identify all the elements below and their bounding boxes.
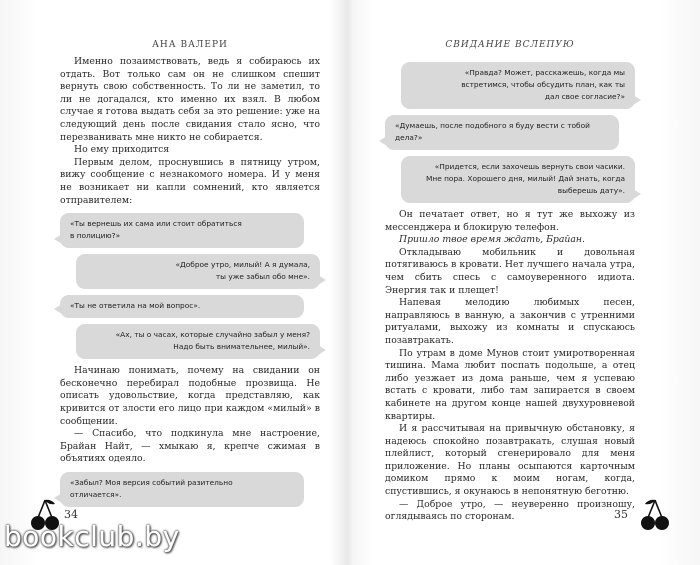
message-bubble-outgoing bbox=[401, 62, 635, 109]
watermark: bookclub.by bbox=[4, 520, 180, 553]
message-bubble-incoming bbox=[60, 472, 304, 507]
right-page-body bbox=[385, 56, 635, 524]
message-line: «Ты не ответила на мой вопрос». bbox=[70, 301, 201, 311]
message-line: «Ах, ты о часах, которые случайно забыл у меня? bbox=[115, 330, 310, 340]
message-line: дела?» bbox=[395, 133, 423, 142]
message-bubble-outgoing bbox=[76, 324, 320, 359]
message-line: «Думаешь, после подобного я буду вести с тобой bbox=[395, 121, 590, 130]
paragraph: — Спасибо, что подкинула мне настроение, Брайан Найт, — хмыкаю я, крепче сжимая в объятиях одеяло. bbox=[60, 428, 320, 465]
message-line: Надо быть внимательнее, милый». bbox=[173, 342, 310, 352]
paragraph-italic: Пришло твое время ждать, Брайан. bbox=[399, 234, 586, 246]
paragraph: Но ему приходится bbox=[74, 144, 170, 156]
message-bubble-incoming bbox=[60, 213, 304, 248]
paragraph: — Доброе утро, — неуверенно произношу, оглядываясь по сторонам. bbox=[385, 498, 635, 523]
page-number-right: 35 bbox=[614, 508, 628, 521]
message-line: выберешь дату». bbox=[557, 186, 625, 195]
message-line: «Придется, если захочешь вернуть свои часики. bbox=[434, 162, 625, 171]
message-bubble-outgoing bbox=[401, 156, 635, 203]
paragraph: Откладываю мобильник и довольная потягиваюсь в кровати. Нет лучшего начала утра, чем сбить спесь с самоуверенного идиота. Энергия так и плещет! bbox=[385, 246, 635, 296]
right-running-head: СВИДАНИЕ ВСЛЕПУЮ bbox=[445, 40, 575, 50]
paragraph: По утрам в доме Мунов стоит умиротворенная тишина. Мама любит поспать подольше, а отец либо уезжает из дома раньше, чем я успеваю встать с кровати, либо там запирается в своем кабинете на другом конце нашей двухуровневой квартиры. bbox=[385, 347, 635, 422]
message-line: встретимся, чтобы обсудить план, как ты bbox=[461, 80, 625, 89]
left-page-body bbox=[60, 56, 320, 513]
message-line: отличается». bbox=[70, 489, 122, 499]
message-bubble-incoming bbox=[385, 115, 619, 150]
message-line: ты уже забыл обо мне». bbox=[215, 272, 310, 282]
page-number-left: 34 bbox=[64, 508, 78, 521]
message-line: «Забыл? Моя версия событий разительно bbox=[70, 477, 233, 487]
paragraph: Начинаю понимать, почему на свидании он бесконечно перебирал подобные прозвища. Не описать удовольствие, когда представляю, как кривится от злости его лицо при каждом «милый» в сообщении. bbox=[60, 365, 320, 427]
paragraph: Он печатает ответ, но я тут же выхожу из мессенджера и блокирую телефон. bbox=[385, 209, 635, 233]
message-line: «Правда? Может, расскажешь, когда мы bbox=[464, 68, 625, 77]
paragraph: И я рассчитывая на привычную обстановку, я надеюсь спокойно позавтракать, слушая новый плейлист, который сгенерировало для меня приложение. Но планы осыпаются карточным домиком прямо к моим ногам, когда, спустившись, я окунаюсь в непонятную беготню. bbox=[385, 423, 635, 498]
paragraph: Первым делом, проснувшись в пятницу утром, вижу сообщение с незнакомого номера. И у меня не возникает ни капли сомнений, кто является отправителем: bbox=[60, 156, 320, 206]
message-line: в полицию?» bbox=[70, 231, 121, 241]
message-line: дал свое согласие?» bbox=[544, 92, 625, 101]
left-running-head: АНА ВАЛЕРИ bbox=[152, 40, 228, 50]
paragraph: Напевая мелодию любимых песен, направляюсь в ванную, а закончив с утренними ритуалами, выхожу из комнаты и спускаюсь позавтракать. bbox=[385, 297, 635, 346]
cherry-icon bbox=[640, 498, 670, 532]
message-line: «Ты вернешь их сама или стоит обратиться bbox=[70, 219, 242, 229]
message-line: Мне пора. Хорошего дня, милый! Дай знать, когда bbox=[426, 174, 625, 183]
paragraph: Именно позаимствовать, ведь я собираюсь их отдать. Вот только сам он не слишком спешит вернуть свою собственность. То ли не заметил, то ли не догадался, кто именно их взял. В любом случае я готова выдать себя за это решение: уже на следующий день после свидания стало ясно, что перезванивать мне никто не собирается. bbox=[60, 56, 320, 143]
message-line: «Доброе утро, милый! А я думала, bbox=[175, 260, 310, 270]
message-bubble-incoming bbox=[60, 295, 304, 318]
message-bubble-outgoing bbox=[76, 254, 320, 289]
